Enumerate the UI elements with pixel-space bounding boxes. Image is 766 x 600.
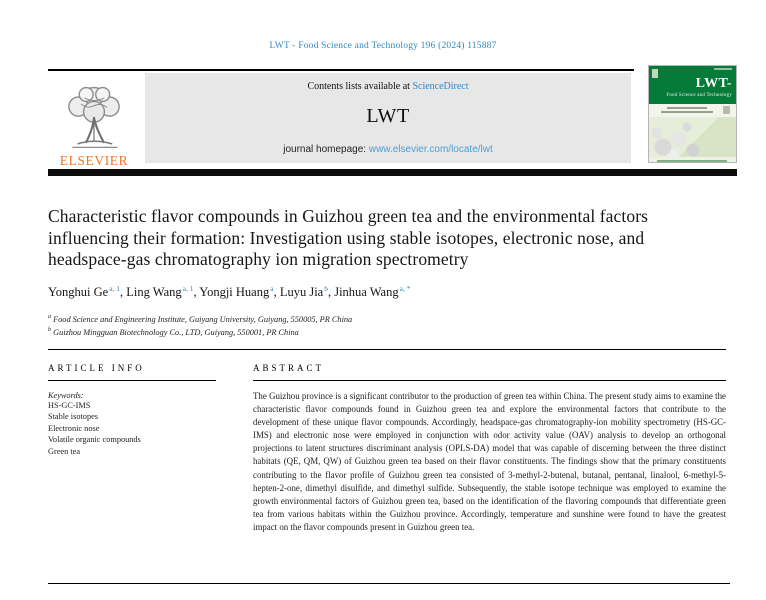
contents-prefix: Contents lists available at bbox=[307, 81, 413, 92]
abstract-column bbox=[253, 363, 726, 534]
elsevier-logo bbox=[48, 74, 140, 167]
elsevier-tree-icon bbox=[55, 81, 133, 153]
elsevier-wordmark: ELSEVIER bbox=[59, 152, 129, 168]
author-affiliation-sup: a, 1 bbox=[109, 283, 121, 293]
keyword: Stable isotopes bbox=[48, 412, 99, 422]
union-emblem-icon bbox=[723, 106, 730, 114]
cover-header bbox=[649, 66, 736, 104]
cover-mini-logo-icon bbox=[652, 69, 658, 78]
author: Jinhua Wang$^{a, *}$ bbox=[334, 283, 411, 299]
page-bottom-rule bbox=[48, 583, 730, 584]
cover-title: LWT- bbox=[695, 76, 732, 91]
author-affiliation-sup: a, * bbox=[399, 283, 411, 293]
author-affiliation-sup: a, 1 bbox=[182, 283, 194, 293]
header-divider-rule bbox=[48, 349, 726, 350]
contents-line bbox=[145, 81, 631, 92]
journal-homepage-link[interactable]: www.elsevier.com/locate/lwt bbox=[368, 144, 493, 155]
author: Yongji Huang$^a$ bbox=[199, 283, 274, 299]
keyword: Green tea bbox=[48, 446, 81, 456]
article-info-heading: ARTICLE INFO bbox=[48, 362, 145, 373]
homepage-prefix: journal homepage: bbox=[283, 144, 369, 155]
abstract-heading: ABSTRACT bbox=[253, 362, 325, 373]
author-affiliation-sup: b bbox=[324, 283, 328, 293]
journal-citation: LWT - Food Science and Technology 196 (2024) 115887 bbox=[269, 41, 497, 51]
article-info-column bbox=[48, 363, 216, 534]
journal-title: LWT bbox=[366, 105, 410, 127]
article-title: Characteristic flavor compounds in Guizhou green tea and the environmental factors influencing their formation: Investigation using stable isotopes, electronic nose, and headspace-gas chromatography ion migration spectrometry bbox=[48, 206, 649, 269]
article-body bbox=[48, 206, 726, 534]
author: Yonghui Ge$^{a, 1}$ bbox=[48, 283, 121, 299]
journal-cover-thumbnail bbox=[648, 65, 737, 163]
author: Luyu Jia$^b$ bbox=[279, 283, 328, 299]
keywords-list bbox=[48, 400, 216, 457]
journal-banner bbox=[145, 73, 631, 163]
affiliation: $^b$ Guizhou Mingguan Biotechnology Co., LTD, Guiyang, 550001, PR China bbox=[48, 327, 299, 337]
abstract-text: The Guizhou province is a significant contributor to the production of green tea within China. The present study aims to examine the characteristic flavor compounds found in Guizhou green tea and explore the environmental factors that contribute to the development of these unique flavor compounds. Accordingly, headspace-gas chromatography-ion mobility spectrometry (HS-GC-IMS) and electronic nose were employed in conjunction with odor activity value (OAV) analysis to develop an orthogonal projections to latent structures discriminant analysis (OPLS-DA) model that was capable of discerning between the three distinct habitats (QE, QM, QW) of Guizhou green tea based on their flavor constituents. The findings show that the primary constituents contributing to the flavor profile of Guizhou green tea consisted of 3-methyl-2-butenal, butanal, pentanal, linalool, 6-methyl-5-hepten-2-one, dimethyl disulfide, and dimethyl sulfide. Subsequently, the stable isotope technique was employed to examine the growth environmental factors of Guizhou green tea, based on the identification of the flavoring compounds that differentiate green tea from various habitats within the Guizhou province. Accordingly, temperature and sunshine were found to have the greatest impact on the flavor compounds present in Guizhou green tea. bbox=[253, 390, 726, 532]
masthead-top-rule bbox=[48, 69, 634, 71]
affiliations bbox=[48, 312, 726, 339]
cover-footer bbox=[649, 157, 736, 163]
cover-issue-text bbox=[714, 68, 732, 70]
keyword: Volatile organic compounds bbox=[48, 435, 141, 445]
authors-line: Yonghui Ge$^{a, 1}$, Ling Wang$^{a, 1}$, Yongji Huang$^a$, Luyu Jia$^b$, Jinhua Wang$^{a, *}$ bbox=[48, 283, 411, 299]
cover-subtitle: Food Science and Technology bbox=[666, 93, 732, 98]
keyword: Electronic nose bbox=[48, 423, 100, 433]
keywords-label: Keywords: bbox=[48, 390, 84, 400]
affiliation: $^a$ Food Science and Engineering Institute, Guiyang University, Guiyang, 550005, PR China bbox=[48, 313, 353, 324]
sciencedirect-link[interactable]: ScienceDirect bbox=[412, 81, 469, 92]
info-abstract-columns bbox=[48, 363, 726, 534]
author-affiliation-sup: a bbox=[270, 283, 274, 293]
masthead-thick-bar bbox=[48, 169, 737, 176]
keyword: HS-GC-IMS bbox=[48, 400, 91, 410]
cover-union-strip bbox=[649, 104, 736, 117]
homepage-line bbox=[145, 144, 631, 155]
cover-artwork bbox=[649, 117, 736, 157]
author: Ling Wang$^{a, 1}$ bbox=[126, 283, 194, 299]
